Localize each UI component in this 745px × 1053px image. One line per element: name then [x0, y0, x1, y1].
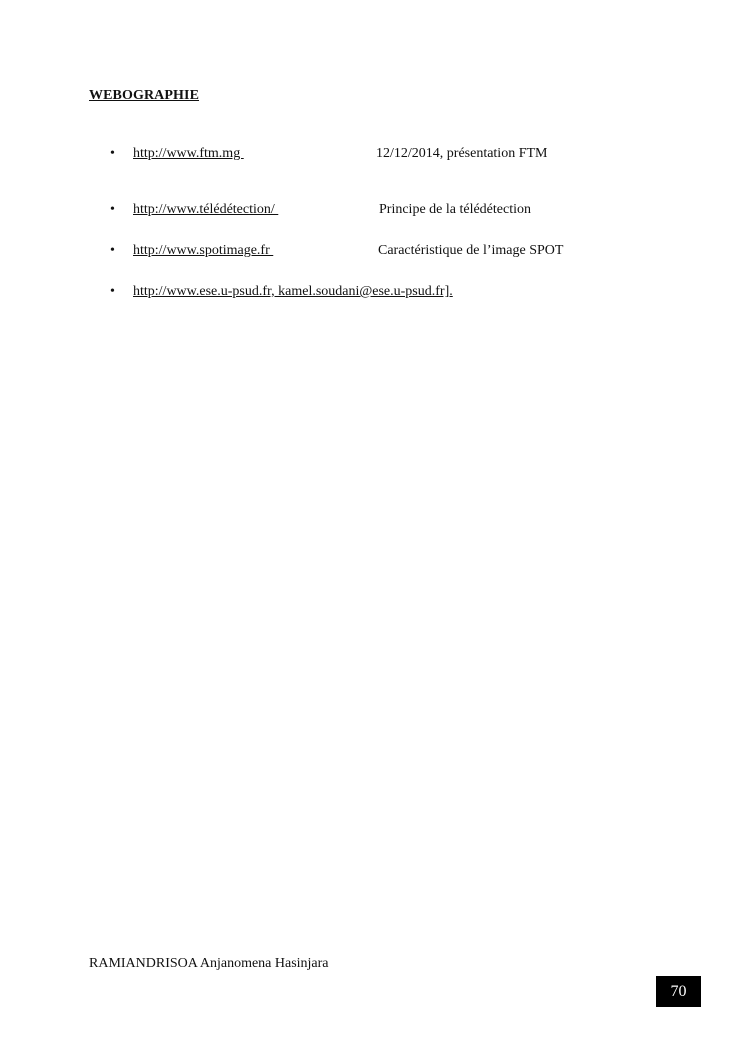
url-link[interactable]: http://www.télédétection/ — [133, 202, 279, 217]
list-item — [0, 146, 745, 166]
bullet-icon: • — [110, 202, 115, 217]
section-heading: WEBOGRAPHIE — [89, 88, 200, 103]
url-link[interactable]: http://www.spotimage.fr — [133, 243, 274, 258]
bullet-icon: • — [110, 146, 115, 161]
page-number-badge: 70 — [656, 976, 701, 1007]
footer-author: RAMIANDRISOA Anjanomena Hasinjara — [89, 956, 329, 971]
entry-description: 12/12/2014, présentation FTM — [376, 146, 548, 161]
entry-description: Principe de la télédétection — [379, 202, 531, 217]
list-item — [0, 202, 745, 222]
url-link[interactable]: http://www.ftm.mg — [133, 146, 244, 161]
bullet-icon: • — [110, 284, 115, 299]
url-link[interactable]: http://www.ese.u-psud.fr, kamel.soudani@ese.u-psud.fr]. — [133, 284, 453, 299]
bullet-icon: • — [110, 243, 115, 258]
list-item — [0, 243, 745, 263]
entry-description: Caractéristique de l’image SPOT — [378, 243, 564, 258]
list-item — [0, 284, 745, 304]
